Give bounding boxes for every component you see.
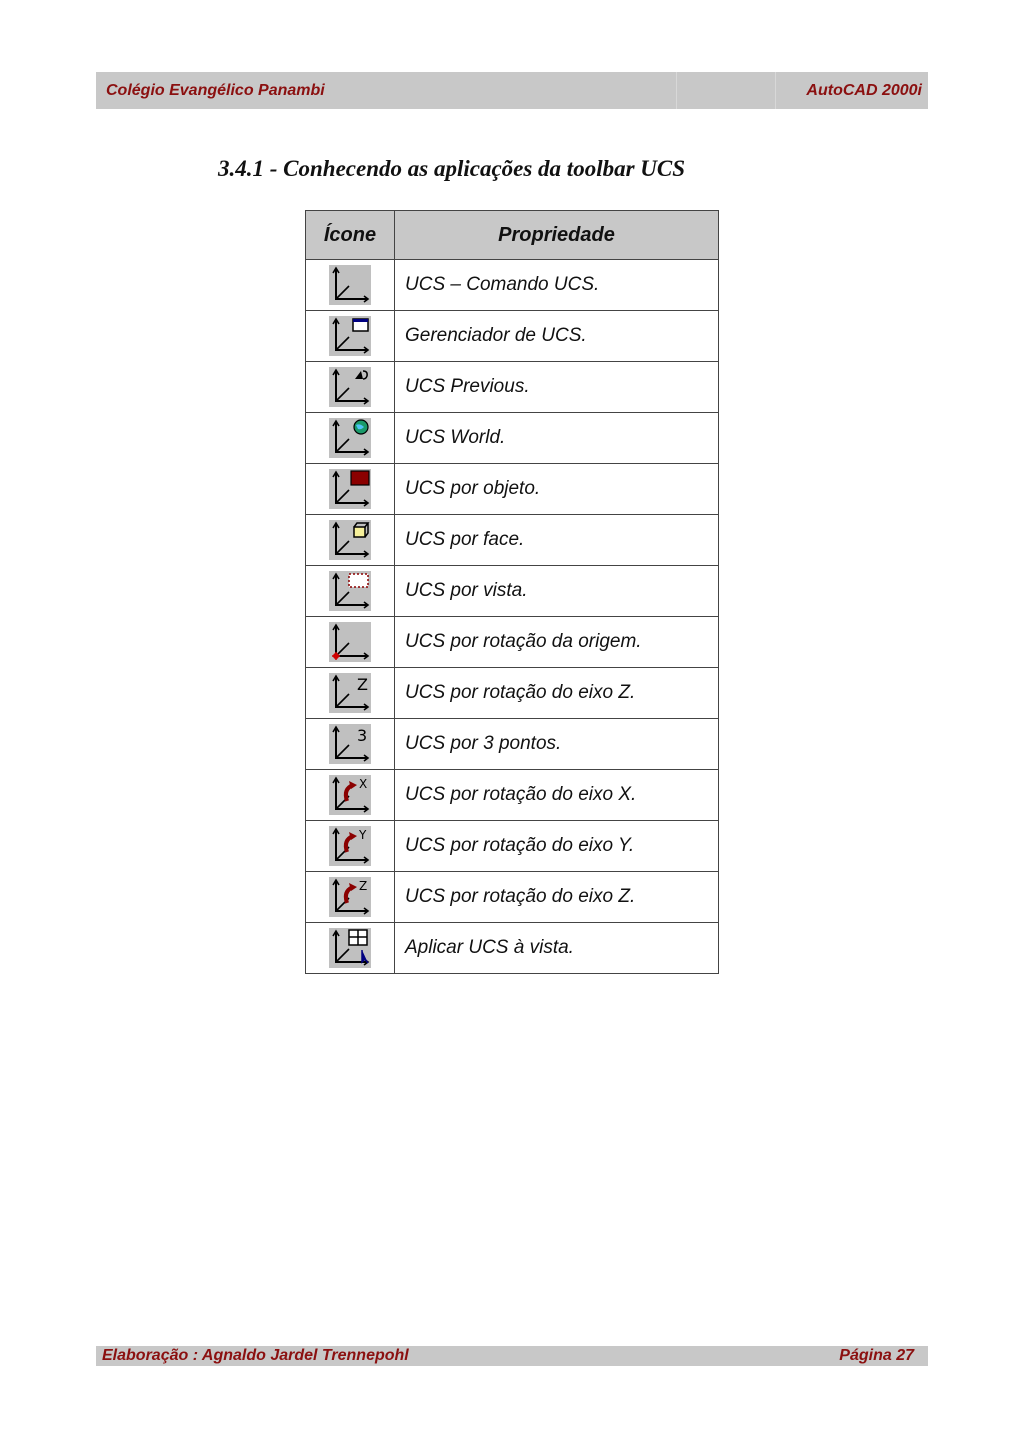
- table-row: [306, 464, 719, 515]
- icon-cell: [306, 770, 395, 821]
- icon-cell: [306, 821, 395, 872]
- ucs-manager-icon: [329, 316, 371, 356]
- ucs-object-icon: [329, 469, 371, 509]
- svg-text:Z: Z: [357, 675, 368, 694]
- footer-page-number: Página 27: [839, 1347, 914, 1364]
- header-divider: [676, 72, 776, 109]
- page-footer: [96, 1346, 928, 1366]
- table-row: [306, 719, 719, 770]
- section-title: 3.4.1 - Conhecendo as aplicações da toolbar UCS: [218, 156, 686, 181]
- ucs-toolbar-table: [305, 210, 719, 974]
- property-text: UCS por rotação do eixo Z.: [395, 872, 719, 923]
- property-text: UCS World.: [395, 413, 719, 464]
- table-row: [306, 668, 719, 719]
- property-text: UCS por objeto.: [395, 464, 719, 515]
- svg-text:Z: Z: [359, 879, 368, 893]
- property-text: UCS por rotação da origem.: [395, 617, 719, 668]
- table-row: [306, 821, 719, 872]
- property-text: UCS Previous.: [395, 362, 719, 413]
- property-text: UCS por vista.: [395, 566, 719, 617]
- icon-cell: [306, 260, 395, 311]
- ucs-icon: [329, 265, 371, 305]
- icon-cell: [306, 617, 395, 668]
- icon-cell: [306, 515, 395, 566]
- table-row: [306, 413, 719, 464]
- ucs-origin-icon: [329, 622, 371, 662]
- property-text: Aplicar UCS à vista.: [395, 923, 719, 974]
- property-text: UCS por rotação do eixo Y.: [395, 821, 719, 872]
- table-row: [306, 923, 719, 974]
- column-header-icon: Ícone: [306, 211, 395, 260]
- icon-cell: [306, 362, 395, 413]
- ucs-x-rotate-icon: [329, 775, 371, 815]
- icon-cell: [306, 719, 395, 770]
- header-school: Colégio Evangélico Panambi: [106, 81, 325, 99]
- property-text: UCS por rotação do eixo Z.: [395, 668, 719, 719]
- footer-author: Elaboração : Agnaldo Jardel Trennepohl: [102, 1347, 409, 1364]
- ucs-previous-icon: [329, 367, 371, 407]
- page-header: [96, 72, 928, 109]
- property-text: UCS por face.: [395, 515, 719, 566]
- apply-ucs-icon: [329, 928, 371, 968]
- icon-cell: [306, 566, 395, 617]
- table-row: [306, 872, 719, 923]
- property-text: UCS por 3 pontos.: [395, 719, 719, 770]
- property-text: Gerenciador de UCS.: [395, 311, 719, 362]
- table-row: [306, 770, 719, 821]
- ucs-face-icon: [329, 520, 371, 560]
- icon-cell: [306, 923, 395, 974]
- icon-cell: [306, 413, 395, 464]
- ucs-view-icon: [329, 571, 371, 611]
- header-software: AutoCAD 2000i: [806, 81, 922, 99]
- column-header-property: Propriedade: [395, 211, 719, 260]
- property-text: UCS – Comando UCS.: [395, 260, 719, 311]
- table-row: [306, 515, 719, 566]
- ucs-world-icon: [329, 418, 371, 458]
- svg-text:Y: Y: [359, 828, 367, 842]
- table-header-row: [306, 211, 719, 260]
- table-row: [306, 362, 719, 413]
- icon-cell: [306, 668, 395, 719]
- icon-cell: [306, 311, 395, 362]
- icon-cell: [306, 872, 395, 923]
- ucs-3-point-icon: [329, 724, 371, 764]
- svg-text:3: 3: [357, 726, 368, 745]
- icon-cell: [306, 464, 395, 515]
- table-row: [306, 311, 719, 362]
- table-row: [306, 617, 719, 668]
- table-row: [306, 566, 719, 617]
- table-row: [306, 260, 719, 311]
- ucs-z-axis-icon: [329, 673, 371, 713]
- ucs-y-rotate-icon: [329, 826, 371, 866]
- ucs-z-rotate-icon: [329, 877, 371, 917]
- property-text: UCS por rotação do eixo X.: [395, 770, 719, 821]
- svg-text:X: X: [359, 777, 368, 791]
